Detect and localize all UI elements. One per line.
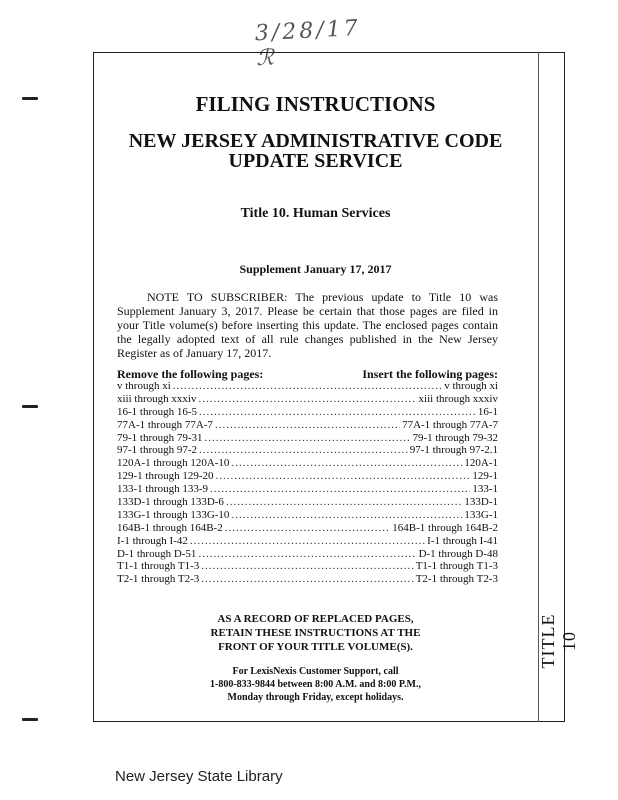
remove-range: v through xi <box>117 380 171 392</box>
leader-dots <box>226 496 462 509</box>
table-row <box>117 483 498 496</box>
support-line: Monday through Friday, except holidays. <box>227 692 404 703</box>
insert-pages-header: Insert the following pages: <box>362 367 498 381</box>
pages-table <box>117 380 498 586</box>
support-line: 1-800-833-9844 between 8:00 A.M. and 8:00 P.M., <box>209 679 421 690</box>
insert-range: v through xi <box>444 380 498 392</box>
insert-range: T1-1 through T1-3 <box>415 560 498 573</box>
remove-range: 97-1 through 97-2 <box>117 444 198 457</box>
insert-range: xiii through xxxiv <box>418 392 498 405</box>
remove-range: 120A-1 through 120A-10 <box>117 457 230 470</box>
record-line: FRONT OF YOUR TITLE VOLUME(S). <box>218 641 413 653</box>
remove-range: 129-1 through 129-20 <box>117 470 214 483</box>
subscriber-note: NOTE TO SUBSCRIBER: The previous update to Title 10 was Supplement January 3, 2017. Please be certain that those pages are filed in your Title volume(s) before inserting this update. The enclosed pages contain the legally adopted text of all rule changes published in the New Jersey Register as of January 17, 2017. <box>117 290 498 360</box>
table-row <box>117 470 498 483</box>
leader-dots <box>225 522 391 535</box>
table-row <box>117 393 498 406</box>
insert-range: 16-1 <box>477 405 498 418</box>
leader-dots <box>199 406 476 419</box>
insert-range: 164B-1 through 164B-2 <box>392 521 498 534</box>
handwritten-date-note: 3/28/17 ℛ <box>254 15 362 72</box>
table-row <box>117 457 498 470</box>
remove-range: xiii through xxxiv <box>117 392 197 405</box>
insert-range: 133-1 <box>472 483 498 496</box>
insert-range: 79-1 through 79-32 <box>412 431 498 444</box>
record-line: RETAIN THESE INSTRUCTIONS AT THE <box>210 627 421 639</box>
table-row <box>117 535 498 548</box>
insert-range: 133D-1 <box>464 496 498 509</box>
leader-dots <box>231 457 462 470</box>
insert-range: 97-1 through 97-2.1 <box>409 444 498 457</box>
leader-dots <box>205 432 411 445</box>
remove-range: T1-1 through T1-3 <box>117 560 200 573</box>
binder-hole-mark-middle <box>22 405 38 408</box>
leader-dots <box>190 535 425 548</box>
table-row <box>117 509 498 522</box>
leader-dots <box>198 548 416 561</box>
leader-dots <box>216 470 471 483</box>
table-row <box>117 380 498 393</box>
leader-dots <box>199 444 408 457</box>
library-stamp: New Jersey State Library <box>115 768 283 785</box>
document-title: FILING INSTRUCTIONS <box>195 92 436 116</box>
table-row <box>117 522 498 535</box>
leader-dots <box>201 560 413 573</box>
remove-range: T2-1 through T2-3 <box>117 573 200 586</box>
insert-range: T2-1 through T2-3 <box>415 573 498 586</box>
table-row <box>117 560 498 573</box>
remove-range: 164B-1 through 164B-2 <box>117 521 223 534</box>
remove-range: 77A-1 through 77A-7 <box>117 418 213 431</box>
table-row <box>117 444 498 457</box>
table-row <box>117 432 498 445</box>
leader-dots <box>201 573 413 586</box>
document-subtitle-line1: NEW JERSEY ADMINISTRATIVE CODE <box>128 130 503 152</box>
customer-support-info <box>93 665 538 704</box>
record-retention-notice <box>93 612 538 654</box>
support-line: For LexisNexis Customer Support, call <box>232 666 399 677</box>
table-row <box>117 573 498 586</box>
leader-dots <box>173 380 442 393</box>
remove-range: D-1 through D-51 <box>117 547 197 560</box>
binder-hole-mark-top <box>22 97 38 100</box>
insert-range: 120A-1 <box>464 457 498 470</box>
title-number: Title 10. Human Services <box>240 206 391 221</box>
remove-range: 79-1 through 79-31 <box>117 431 203 444</box>
insert-range: I-1 through I-41 <box>427 534 498 547</box>
binder-hole-mark-bottom <box>22 718 38 721</box>
table-row <box>117 406 498 419</box>
table-row <box>117 419 498 432</box>
insert-range: 129-1 <box>472 470 498 483</box>
leader-dots <box>215 419 400 432</box>
document-subtitle-line2: UPDATE SERVICE <box>228 150 403 172</box>
insert-range: 133G-1 <box>464 508 498 521</box>
remove-range: 133G-1 through 133G-10 <box>117 508 230 521</box>
remove-range: 133-1 through 133-9 <box>117 483 209 496</box>
record-line: AS A RECORD OF REPLACED PAGES, <box>217 613 414 625</box>
leader-dots <box>198 393 416 406</box>
remove-range: 133D-1 through 133D-6 <box>117 496 224 509</box>
table-row <box>117 496 498 509</box>
leader-dots <box>210 483 470 496</box>
spine-title-label: TITLE 10 <box>538 613 579 669</box>
leader-dots <box>231 509 462 522</box>
remove-range: I-1 through I-42 <box>117 534 188 547</box>
insert-range: 77A-1 through 77A-7 <box>402 418 498 431</box>
supplement-date: Supplement January 17, 2017 <box>239 262 392 276</box>
remove-pages-header: Remove the following pages: <box>117 367 264 381</box>
remove-range: 16-1 through 16-5 <box>117 405 198 418</box>
table-row <box>117 548 498 561</box>
insert-range: D-1 through D-48 <box>418 547 498 560</box>
